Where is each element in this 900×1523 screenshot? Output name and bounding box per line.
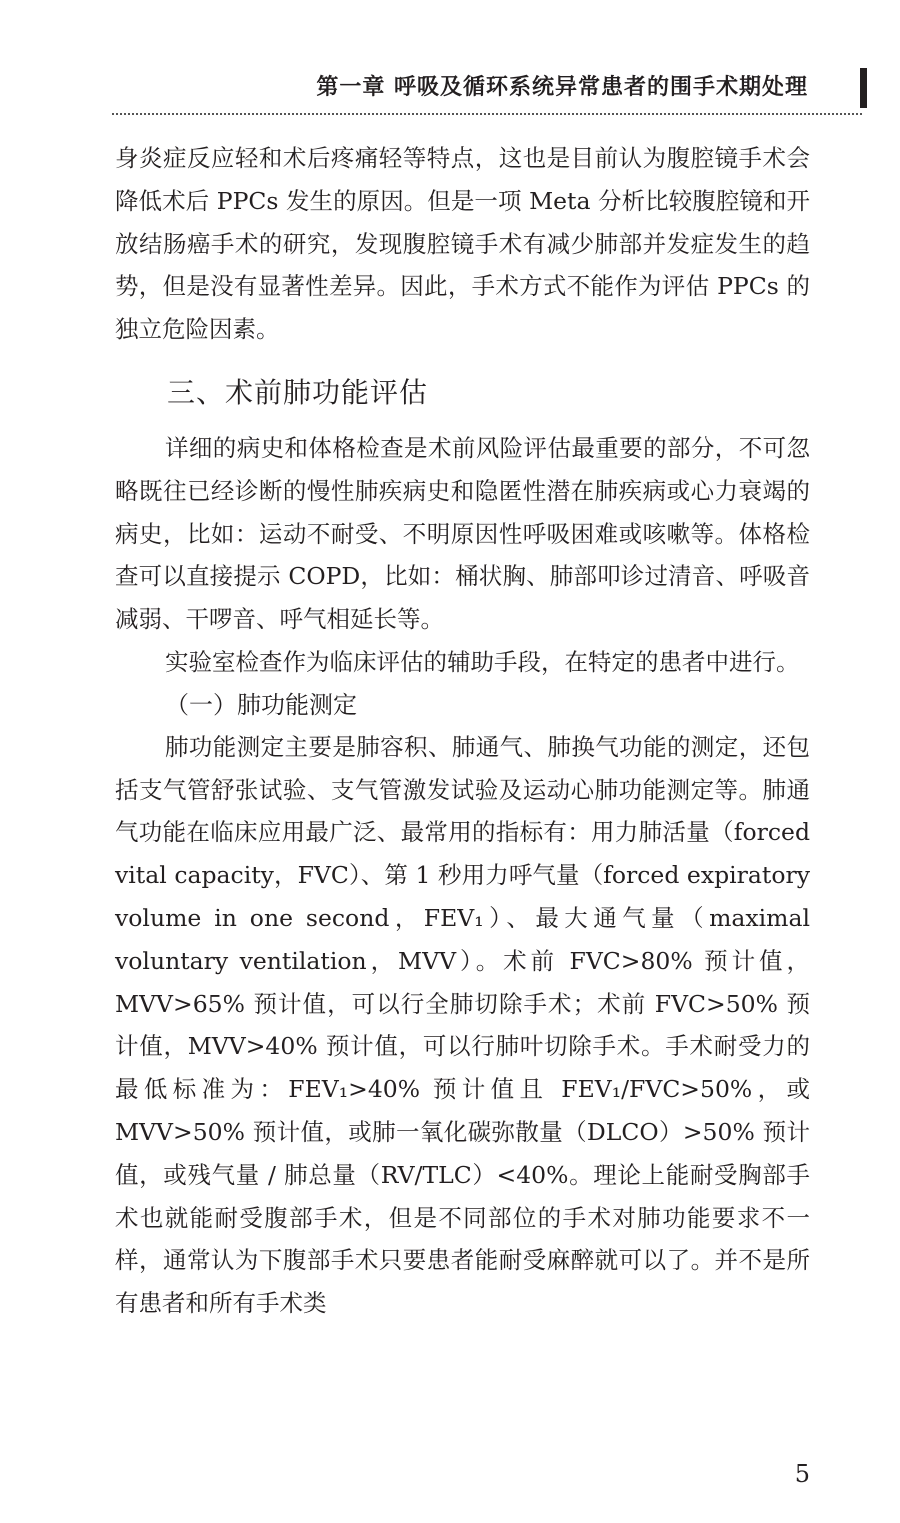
paragraph-lab-tests: 实验室检查作为临床评估的辅助手段，在特定的患者中进行。 — [165, 647, 800, 676]
body-text — [115, 137, 810, 1325]
paragraph-pulmonary-function: 肺功能测定主要是肺容积、肺通气、肺换气功能的测定，还包括支气管舒张试验、支气管激发试验及运动心肺功能测定等。肺通气功能在临床应用最广泛、最常用的指标有：用力肺活量（forced vital capacity，FVC）、第 1 秒用力呼气量（forced expiratory volume in one second，FEV₁）、最大通气量（maximal voluntary ventilation，MVV）。术前 FVC>80% 预计值，MVV>65% 预计值，可以行全肺切除手术；术前 FVC>50% 预计值，MVV>40% 预计值，可以行肺叶切除手术。手术耐受力的最低标准为：FEV₁>40% 预计值且 FEV₁/FVC>50%，或 MVV>50% 预计值，或肺一氧化碳弥散量（DLCO）>50% 预计值，或残气量 / 肺总量（RV/TLC）<40%。理论上能耐受胸部手术也就能耐受腹部手术，但是不同部位的手术对肺功能要求不一样，通常认为下腹部手术只要患者能耐受麻醉就可以了。并不是所有患者和所有手术类 — [115, 732, 810, 1318]
header-thumb-bar — [860, 68, 867, 108]
paragraph-continued: 身炎症反应轻和术后疼痛轻等特点，这也是目前认为腹腔镜手术会降低术后 PPCs 发生的原因。但是一项 Meta 分析比较腹腔镜和开放结肠癌手术的研究，发现腹腔镜手术有减少肺部并发症发生的趋势，但是没有显著性差异。因此，手术方式不能作为评估 PPCs 的独立危险因素。 — [115, 144, 810, 344]
header-dotted-rule — [112, 113, 862, 115]
section-heading: 三、术前肺功能评估 — [167, 375, 429, 409]
running-header — [0, 0, 900, 120]
chapter-title: 第一章 呼吸及循环系统异常患者的围手术期处理 — [316, 75, 808, 100]
page-number: 5 — [794, 1460, 810, 1488]
subsection-heading: （一）肺功能测定 — [165, 690, 357, 719]
paragraph-history-exam: 详细的病史和体格检查是术前风险评估最重要的部分，不可忽略既往已经诊断的慢性肺疾病史和隐匿性潜在肺疾病或心力衰竭的病史，比如：运动不耐受、不明原因性呼吸困难或咳嗽等。体格检查可以直接提示 COPD，比如：桶状胸、肺部叩诊过清音、呼吸音减弱、干啰音、呼气相延长等。 — [115, 433, 810, 634]
